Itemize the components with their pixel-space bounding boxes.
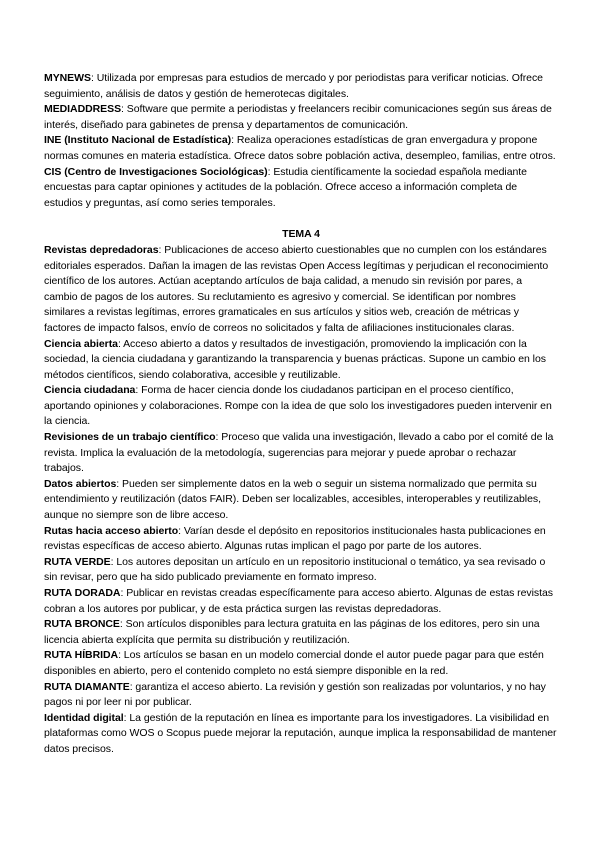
entry-text: : Publicaciones de acceso abierto cuestionables que no cumplen con los estándares editoriales esperados. Dañan la imagen de las revistas Open Access legítimas y perjudican el reconocimiento científico de los autores. Actúan aceptando artículos de baja calidad, a menudo sin revisión por pares, a cambio de pagos de los autores. Su reclutamiento es agresivo y comercial. Se identifican por nombres similares a revistas legítimas, errores gramaticales en sus artículos y sitios web, creación de métricas y factores de impacto falsos, envío de correos no solicitados y falta de afiliaciones institucionales claras. <box>44 243 549 334</box>
entry-ruta-dorada <box>44 586 558 617</box>
entry-term: INE (Instituto Nacional de Estadística) <box>44 134 232 147</box>
section-heading: TEMA 4 <box>282 228 320 241</box>
entry-text: : Proceso que valida una investigación, llevado a cabo por el comité de la revista. Implica la evaluación de la metodología, sugerencias para mejorar y puede aprobar o rechazar trabajos. <box>44 431 554 475</box>
entry-ine <box>44 133 558 164</box>
entry-text: : Publicar en revistas creadas específicamente para acceso abierto. Algunas de estas revistas cobran a los autores por publicar, y de esta práctica surgen las revistas depredadoras. <box>44 587 553 615</box>
entry-text: : Son artículos disponibles para lectura gratuita en las páginas de los editores, pero sin una licencia abierta explícita que permita su distribución y reutilización. <box>44 618 540 646</box>
entry-datos-abiertos <box>44 477 558 524</box>
entry-text: : Software que permite a periodistas y freelancers recibir comunicaciones según sus áreas de interés, diseñado para gabinetes de prensa y departamentos de comunicación. <box>44 103 552 131</box>
entry-revisiones <box>44 430 558 477</box>
entry-term: RUTA BRONCE <box>44 618 120 631</box>
entry-term: Ciencia abierta <box>44 337 118 350</box>
entry-text: : Utilizada por empresas para estudios de mercado y por periodistas para verificar noticias. Ofrece seguimiento, análisis de datos y gestión de hemerotecas digitales. <box>44 72 543 100</box>
text-column <box>44 71 558 758</box>
entry-term: RUTA DORADA <box>44 587 121 599</box>
entry-term: Ciencia ciudadana <box>44 384 136 397</box>
entry-term: MEDIADDRESS <box>44 103 122 116</box>
entry-ruta-verde <box>44 555 558 586</box>
entry-term: RUTA HÍBRIDA <box>44 649 119 662</box>
entry-text: : Estudia científicamente la sociedad española mediante encuestas para captar opiniones y actitudes de la población. Ofrece acceso a información completa de estudios y preguntas, así como series temporales. <box>44 165 527 209</box>
entry-ciencia-ciudadana <box>44 383 558 430</box>
entry-ruta-bronce <box>44 617 558 648</box>
entry-text: : Realiza operaciones estadísticas de gran envergadura y propone normas comunes en materia estadística. Ofrece datos sobre población activa, desempleo, familias, entre otros. <box>44 134 556 162</box>
entry-ruta-diamante <box>44 680 558 711</box>
entry-text: : Los autores depositan un artículo en un repositorio institucional o temático, ya sea revisado o sin revisar, pero que ha sido publicado previamente en formato impreso. <box>44 555 546 584</box>
entry-rutas-acceso-abierto <box>44 524 558 555</box>
entry-term: Revistas depredadoras <box>44 243 159 256</box>
entry-ruta-hibrida <box>44 648 558 679</box>
entry-cis <box>44 165 558 212</box>
entry-term: CIS (Centro de Investigaciones Sociológicas) <box>44 165 268 178</box>
entry-text: : Acceso abierto a datos y resultados de investigación, promoviendo la implicación con la sociedad, la ciencia ciudadana y garantizando la transparencia y buenas prácticas. Supone un cambio en los métodos científicos, siendo colaborativa, accesible y reutilizable. <box>44 337 546 381</box>
entry-term: MYNEWS <box>44 72 91 84</box>
entry-text: : Varían desde el depósito en repositorios institucionales hasta publicaciones en revistas específicas de acceso abierto. Algunas rutas implican el pago por parte de los autores. <box>44 524 546 553</box>
entry-term: RUTA DIAMANTE <box>44 680 130 693</box>
entry-identidad-digital <box>44 711 558 758</box>
entry-text: : Pueden ser simplemente datos en la web o seguir un sistema normalizado que permita su entendimiento y reutilización (datos FAIR). Deben ser localizables, accesibles, interoperables y reutilizables, aunque no siempre son de libre acceso. <box>44 477 541 522</box>
entry-term: Datos abiertos <box>44 477 117 490</box>
entry-term: Rutas hacia acceso abierto <box>44 524 179 537</box>
entry-mediaddress <box>44 102 558 133</box>
entry-term: Identidad digital <box>44 711 124 724</box>
section-gap <box>44 211 558 227</box>
entry-text: : Los artículos se basan en un modelo comercial donde el autor puede pagar para que estén disponibles en abierto, pero el contenido completo no está siempre disponible en la red. <box>44 649 544 677</box>
entry-text: : La gestión de la reputación en línea es importante para los investigadores. La visibilidad en plataformas como WOS o Scopus puede mejorar la reputación, aunque implica la responsabilidad de mantener datos precisos. <box>44 711 557 755</box>
entry-revistas-depredadoras <box>44 243 558 337</box>
entry-text: : Forma de hacer ciencia donde los ciudadanos participan en el proceso científico, aportando opiniones y colaboraciones. Rompe con la idea de que solo los investigadores pueden intervenir en la ciencia. <box>44 384 552 428</box>
entry-text: : garantiza el acceso abierto. La revisión y gestión son realizadas por voluntarios, y no hay pagos ni por leer ni por publicar. <box>44 680 546 709</box>
entry-ciencia-abierta <box>44 337 558 384</box>
entry-term: Revisiones de un trabajo científico <box>44 431 216 444</box>
entry-term: RUTA VERDE <box>44 555 111 568</box>
entry-mynews <box>44 71 558 102</box>
